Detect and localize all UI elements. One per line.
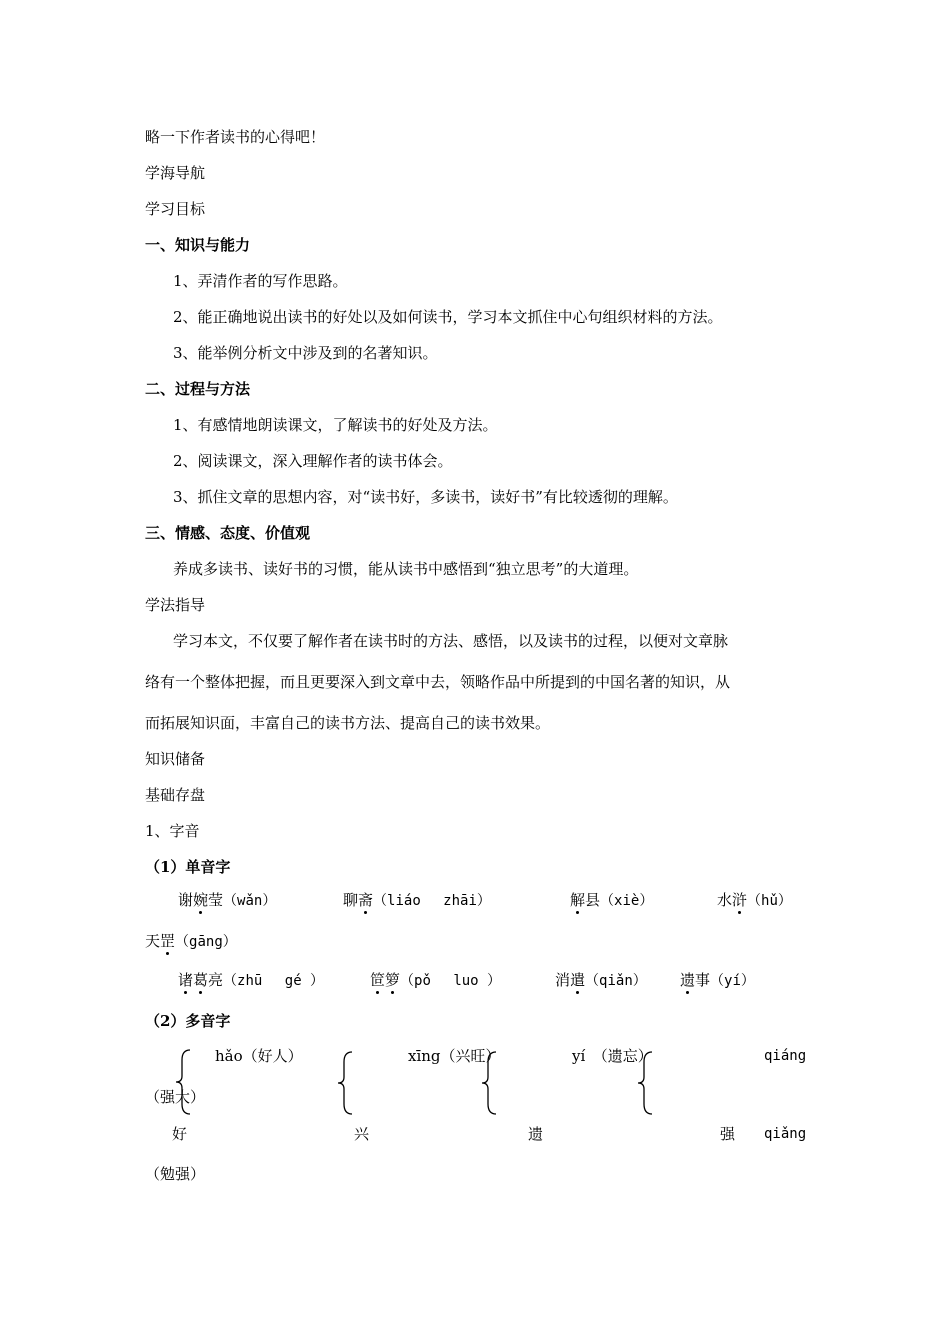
emphasis-dot-char: 葛	[193, 971, 209, 989]
goal1-item: 1、弄清作者的写作思路。	[173, 272, 348, 290]
pinyin: （hǔ）	[747, 893, 792, 909]
xuefa-line: 学习本文，不仅要了解作者在读书时的方法、感悟，以及读书的过程，以便对文章脉	[173, 632, 729, 650]
goal2-item: 1、有感情地朗读课文，了解读书的好处及方法。	[173, 416, 498, 434]
emphasis-dot-char: 笸	[370, 971, 386, 989]
pinyin: （gāng）	[175, 934, 237, 950]
goal1-title: 一、知识与能力	[145, 236, 251, 254]
pinyin: （xiè）	[600, 893, 654, 909]
brace-icon	[336, 1050, 356, 1116]
goal2-item: 2、阅读课文，深入理解作者的读书体会。	[173, 452, 453, 470]
word-zhugeliang: 诸葛亮（zhū gé ）	[178, 971, 325, 989]
word-liaozhai: 聊斋（liáo zhāi）	[343, 891, 491, 909]
duo-hao-reading: hǎo（好人）	[215, 1047, 303, 1065]
word-tiangang: 天罡（gāng）	[145, 932, 237, 950]
emphasis-dot-char: 斋	[358, 891, 374, 909]
duo-yi-reading: yí （遗忘）	[572, 1047, 653, 1065]
emphasis-dot-char: 箩	[385, 971, 401, 989]
pinyin: （liáo zhāi）	[373, 893, 491, 909]
zhishi-title: 知识储备	[145, 750, 206, 768]
pinyin: （wǎn）	[223, 893, 277, 909]
pinyin: （yí）	[710, 973, 755, 989]
pinyin: （qiǎn）	[585, 973, 647, 989]
word-xiewanying: 谢婉莹（wǎn）	[178, 891, 277, 909]
xuefa-line: 而拓展知识面，丰富自己的读书方法、提高自己的读书效果。	[145, 714, 551, 732]
dan-title: （1）单音字	[145, 858, 231, 876]
word-shuihu: 水浒（hǔ）	[717, 891, 792, 909]
pinyin: （zhū gé ）	[223, 973, 325, 989]
duo-char-hao: 好	[172, 1125, 188, 1143]
goal2-item: 3、抓住文章的思想内容，对“读书好，多读书，读好书”有比较透彻的理解。	[173, 488, 678, 506]
duo-xing-reading: xīng（兴旺）	[408, 1047, 501, 1065]
duo-qiang2-reading: qiǎng	[764, 1126, 807, 1142]
word-xiaoqian: 消遣（qiǎn）	[555, 971, 647, 989]
emphasis-dot-char: 婉	[193, 891, 209, 909]
emphasis-dot-char: 遗	[680, 971, 696, 989]
goal1-item: 2、能正确地说出读书的好处以及如何读书，学习本文抓住中心句组织材料的方法。	[173, 308, 723, 326]
section-mubiao: 学习目标	[145, 200, 206, 218]
duo-char-yi: 遗	[528, 1125, 544, 1143]
goal2-title: 二、过程与方法	[145, 380, 251, 398]
goal3-text: 养成多读书、读好书的习惯，能从读书中感悟到“独立思考”的大道理。	[173, 560, 639, 578]
emphasis-dot-char: 罡	[160, 932, 176, 950]
duo-char-xing: 兴	[354, 1125, 370, 1143]
duo-char-qiang: 强	[720, 1125, 736, 1143]
word-yishi: 遗事（yí）	[680, 971, 755, 989]
intro-line: 略一下作者读书的心得吧！	[145, 128, 326, 146]
duo-qiang-reading: qiáng	[764, 1048, 807, 1064]
duo-qiangda: （强大）	[145, 1088, 206, 1106]
goal3-title: 三、情感、态度、价值观	[145, 524, 311, 542]
goal1-item: 3、能举例分析文中涉及到的名著知识。	[173, 344, 438, 362]
xuefa-title: 学法指导	[145, 596, 206, 614]
section-xuehai: 学海导航	[145, 164, 206, 182]
duo-mianqiang: （勉强）	[145, 1165, 206, 1183]
duo-title: （2）多音字	[145, 1012, 231, 1030]
word-poluo	[370, 970, 501, 991]
emphasis-dot-char: 解	[570, 891, 586, 909]
emphasis-dot-char: 诸	[178, 971, 194, 989]
ziyin-title: 1、字音	[145, 822, 200, 840]
emphasis-dot-char: 浒	[732, 891, 748, 909]
jichu-title: 基础存盘	[145, 786, 206, 804]
word-jiexian: 解县（xiè）	[570, 891, 654, 909]
emphasis-dot-char: 遣	[570, 971, 586, 989]
pinyin: （pǒ luo ）	[400, 973, 502, 989]
xuefa-line: 络有一个整体把握，而且更要深入到文章中去，领略作品中所提到的中国名著的知识，从	[145, 673, 731, 691]
